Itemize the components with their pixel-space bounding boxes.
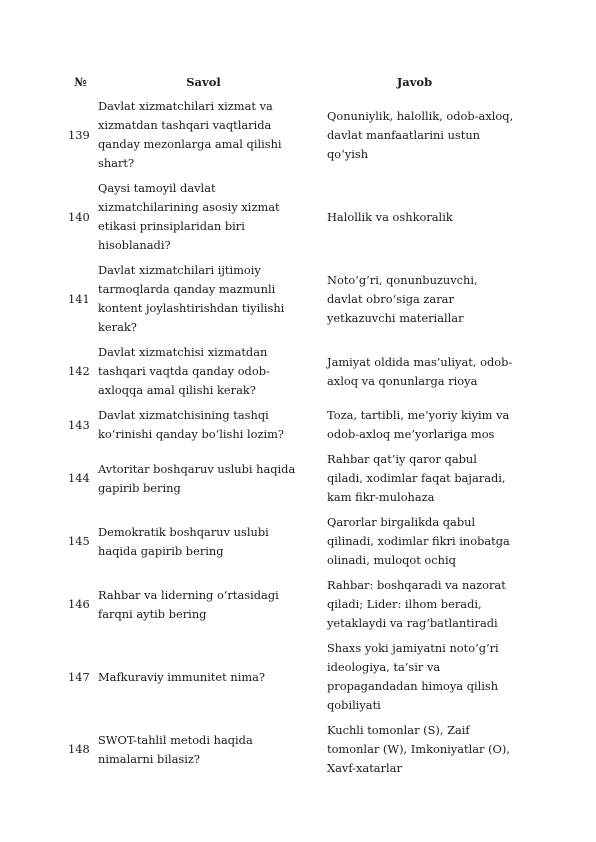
table-header-row bbox=[66, 70, 517, 94]
question-cell: Davlat xizmatchilari xizmat va xizmatdan tashqari vaqtlarida qanday mezonlarga amal qilishi shart? bbox=[98, 99, 282, 170]
qa-table bbox=[66, 70, 517, 781]
row-number: 142 bbox=[68, 364, 90, 378]
row-number: 145 bbox=[68, 534, 90, 548]
row-number: 144 bbox=[68, 471, 90, 485]
table-row bbox=[66, 718, 517, 781]
answer-cell: Rahbar qat’iy qaror qabul qiladi, xodimlar faqat bajaradi, kam fikr-mulohaza bbox=[327, 452, 506, 504]
question-cell: Davlat xizmatchisi xizmatdan tashqari vaqtda qanday odob-axloqqa amal qilishi kerak? bbox=[98, 345, 270, 397]
answer-cell: Kuchli tomonlar (S), Zaif tomonlar (W), Imkoniyatlar (O), Xavf-xatarlar bbox=[327, 723, 510, 775]
table-row bbox=[66, 176, 517, 258]
table-row bbox=[66, 258, 517, 340]
question-cell: Rahbar va liderning o‘rtasidagi farqni aytib bering bbox=[98, 587, 279, 621]
table-row bbox=[66, 573, 517, 636]
question-cell: Demokratik boshqaruv uslubi haqida gapirib bering bbox=[98, 524, 269, 558]
table-row bbox=[66, 403, 517, 447]
question-cell: Davlat xizmatchilari ijtimoiy tarmoqlarda qanday mazmunli kontent joylashtirishdan tiyilishi kerak? bbox=[98, 263, 285, 334]
row-number: 140 bbox=[68, 209, 90, 224]
header-number: № bbox=[74, 75, 87, 89]
table-row bbox=[66, 340, 517, 403]
answer-cell: Noto‘g‘ri, qonunbuzuvchi, davlat obro‘siga zarar yetkazuvchi materiallar bbox=[327, 272, 478, 325]
row-number: 146 bbox=[68, 597, 90, 611]
answer-cell: Qarorlar birgalikda qabul qilinadi, xodimlar fikri inobatga olinadi, muloqot ochiq bbox=[327, 515, 510, 567]
question-cell: Davlat xizmatchisining tashqi ko‘rinishi qanday bo‘lishi lozim? bbox=[98, 408, 285, 441]
table-row bbox=[66, 94, 517, 176]
row-number: 143 bbox=[68, 417, 90, 432]
row-number: 139 bbox=[68, 127, 90, 142]
question-cell: SWOT-tahlil metodi haqida nimalarni bilasiz? bbox=[98, 732, 253, 766]
answer-cell: Shaxs yoki jamiyatni noto‘g‘ri ideologiya, ta’sir va propagandadan himoya qilish qobiliyati bbox=[327, 641, 499, 712]
question-cell: Mafkuraviy immunitet nima? bbox=[98, 669, 266, 684]
answer-cell: Jamiyat oldida mas’uliyat, odob-axloq va qonunlarga rioya bbox=[327, 354, 513, 388]
row-number: 147 bbox=[68, 669, 90, 684]
question-cell: Qaysi tamoyil davlat xizmatchilarining asosiy xizmat etikasi prinsiplaridan biri hisoblanadi? bbox=[98, 181, 280, 252]
answer-cell: Qonuniylik, halollik, odob-axloq, davlat manfaatlarini ustun qo‘yish bbox=[327, 108, 514, 161]
answer-cell: Rahbar: boshqaradi va nazorat qiladi; Lider: ilhom beradi, yetaklaydi va rag‘batlantiradi bbox=[327, 578, 506, 630]
header-question: Savol bbox=[186, 75, 221, 89]
header-answer: Javob bbox=[396, 75, 433, 89]
question-cell: Avtoritar boshqaruv uslubi haqida gapirib bering bbox=[98, 461, 296, 495]
answer-cell: Halollik va oshkoralik bbox=[327, 209, 453, 224]
table-row bbox=[66, 636, 517, 718]
row-number: 141 bbox=[68, 291, 90, 306]
answer-cell: Toza, tartibli, me’yoriy kiyim va odob-axloq me’yorlariga mos bbox=[327, 408, 510, 441]
table-row bbox=[66, 447, 517, 510]
row-number: 148 bbox=[68, 742, 90, 756]
table-row bbox=[66, 510, 517, 573]
